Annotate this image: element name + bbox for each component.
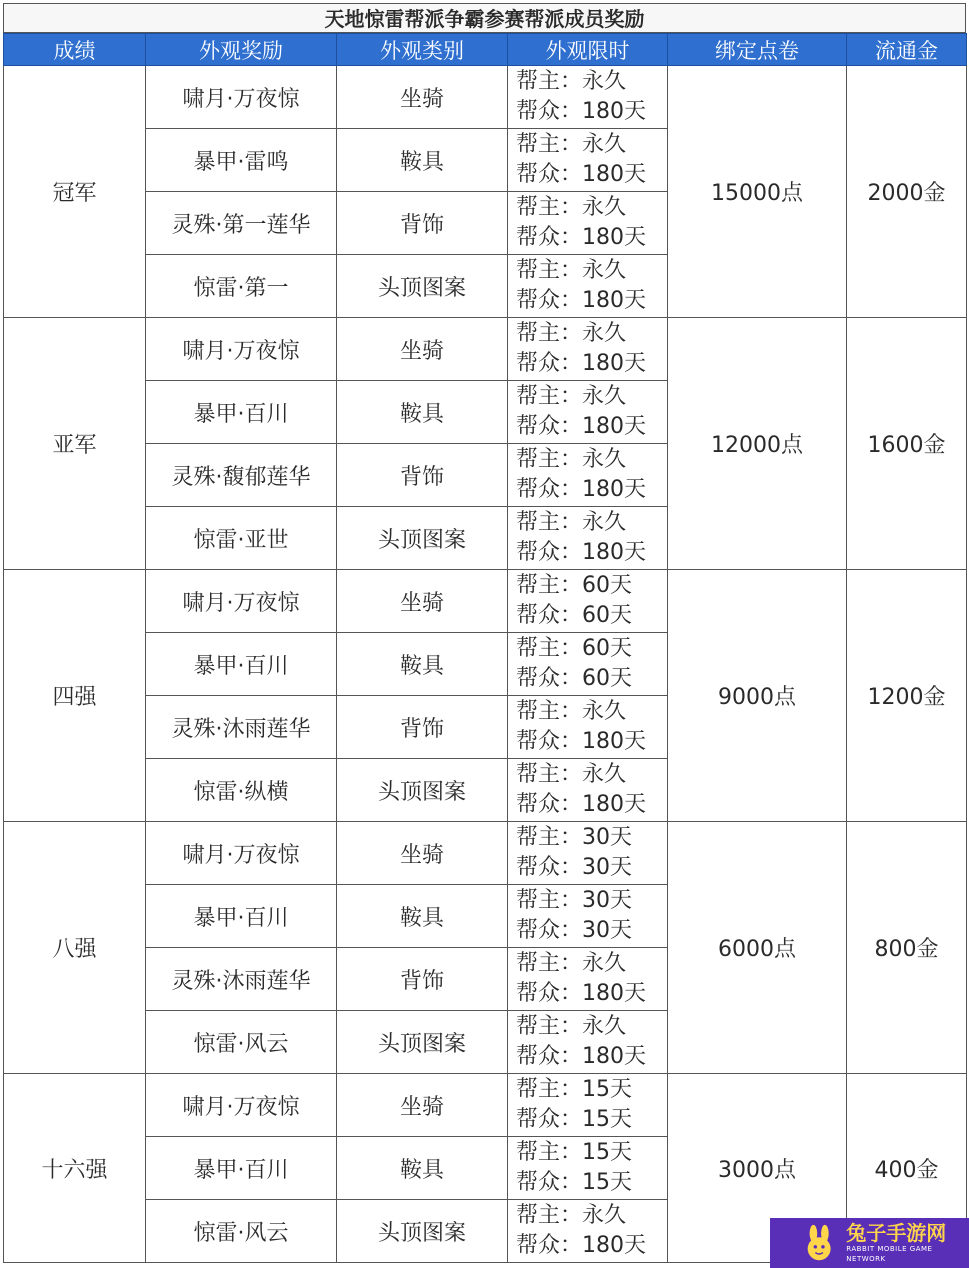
table-body [4, 66, 967, 1263]
appearance-category: 鞍具 [337, 1137, 508, 1200]
member-duration: 帮众：15天 [516, 1107, 632, 1132]
table-row [4, 318, 967, 381]
appearance-name: 灵殊·第一莲华 [146, 192, 337, 255]
appearance-category: 头顶图案 [337, 759, 508, 822]
appearance-name: 啸月·万夜惊 [146, 822, 337, 885]
header-rank: 成绩 [4, 34, 146, 66]
appearance-category: 坐骑 [337, 1074, 508, 1137]
appearance-category: 坐骑 [337, 318, 508, 381]
leader-duration: 帮主：30天 [516, 888, 632, 913]
appearance-name: 灵殊·沐雨莲华 [146, 948, 337, 1011]
header-duration: 外观限时 [508, 34, 668, 66]
gold-cell: 1600金 [847, 318, 967, 570]
member-duration: 帮众：15天 [516, 1170, 632, 1195]
appearance-name: 暴甲·百川 [146, 381, 337, 444]
points-cell: 9000点 [668, 570, 847, 822]
leader-duration: 帮主：永久 [516, 258, 627, 283]
member-duration: 帮众：180天 [516, 351, 646, 376]
appearance-name: 啸月·万夜惊 [146, 318, 337, 381]
appearance-name: 惊雷·风云 [146, 1011, 337, 1074]
header-category: 外观类别 [337, 34, 508, 66]
appearance-name: 惊雷·风云 [146, 1200, 337, 1263]
appearance-name: 暴甲·百川 [146, 885, 337, 948]
appearance-category: 鞍具 [337, 885, 508, 948]
duration-cell [508, 66, 668, 129]
leader-duration: 帮主：15天 [516, 1077, 632, 1102]
member-duration: 帮众：30天 [516, 918, 632, 943]
appearance-name: 暴甲·雷鸣 [146, 129, 337, 192]
rank-cell: 亚军 [4, 318, 146, 570]
rank-cell: 八强 [4, 822, 146, 1074]
leader-duration: 帮主：永久 [516, 447, 627, 472]
duration-cell [508, 570, 668, 633]
member-duration: 帮众：180天 [516, 414, 646, 439]
duration-cell [508, 822, 668, 885]
leader-duration: 帮主：60天 [516, 636, 632, 661]
appearance-name: 暴甲·百川 [146, 633, 337, 696]
watermark-en: RABBIT MOBILE GAME NETWORK [846, 1245, 933, 1263]
appearance-name: 惊雷·第一 [146, 255, 337, 318]
appearance-category: 背饰 [337, 444, 508, 507]
gold-cell: 2000金 [847, 66, 967, 318]
appearance-category: 背饰 [337, 948, 508, 1011]
gold-cell: 1200金 [847, 570, 967, 822]
leader-duration: 帮主：永久 [516, 384, 627, 409]
duration-cell [508, 318, 668, 381]
member-duration: 帮众：180天 [516, 1233, 646, 1258]
leader-duration: 帮主：永久 [516, 510, 627, 535]
leader-duration: 帮主：永久 [516, 1014, 627, 1039]
appearance-name: 啸月·万夜惊 [146, 570, 337, 633]
duration-cell [508, 1137, 668, 1200]
rabbit-logo-icon [800, 1223, 838, 1263]
member-duration: 帮众：60天 [516, 603, 632, 628]
duration-cell [508, 507, 668, 570]
duration-cell [508, 696, 668, 759]
table-row [4, 1074, 967, 1137]
duration-cell [508, 633, 668, 696]
reward-table [3, 33, 967, 1263]
appearance-category: 鞍具 [337, 129, 508, 192]
appearance-category: 头顶图案 [337, 1200, 508, 1263]
appearance-name: 惊雷·纵横 [146, 759, 337, 822]
member-duration: 帮众：60天 [516, 666, 632, 691]
table-row [4, 66, 967, 129]
header-appearance: 外观奖励 [146, 34, 337, 66]
member-duration: 帮众：180天 [516, 981, 646, 1006]
duration-cell [508, 255, 668, 318]
appearance-name: 灵殊·沐雨莲华 [146, 696, 337, 759]
leader-duration: 帮主：永久 [516, 69, 627, 94]
appearance-name: 惊雷·亚世 [146, 507, 337, 570]
member-duration: 帮众：180天 [516, 99, 646, 124]
appearance-category: 背饰 [337, 192, 508, 255]
appearance-category: 鞍具 [337, 633, 508, 696]
appearance-category: 鞍具 [337, 381, 508, 444]
duration-cell [508, 192, 668, 255]
appearance-category: 坐骑 [337, 570, 508, 633]
appearance-name: 啸月·万夜惊 [146, 1074, 337, 1137]
leader-duration: 帮主：永久 [516, 762, 627, 787]
leader-duration: 帮主：30天 [516, 825, 632, 850]
appearance-name: 啸月·万夜惊 [146, 66, 337, 129]
leader-duration: 帮主：永久 [516, 132, 627, 157]
gold-cell: 400金 [847, 1074, 967, 1263]
member-duration: 帮众：180天 [516, 288, 646, 313]
appearance-category: 坐骑 [337, 66, 508, 129]
duration-cell [508, 381, 668, 444]
header-row [4, 34, 967, 66]
duration-cell [508, 759, 668, 822]
appearance-category: 坐骑 [337, 822, 508, 885]
appearance-name: 暴甲·百川 [146, 1137, 337, 1200]
gold-cell: 800金 [847, 822, 967, 1074]
leader-duration: 帮主：永久 [516, 1203, 627, 1228]
member-duration: 帮众：180天 [516, 792, 646, 817]
duration-cell [508, 1200, 668, 1263]
appearance-category: 头顶图案 [337, 1011, 508, 1074]
watermark [770, 1218, 969, 1268]
watermark-cn: 兔子手游网 [846, 1221, 947, 1245]
member-duration: 帮众：180天 [516, 540, 646, 565]
header-gold: 流通金 [847, 34, 967, 66]
points-cell: 3000点 [668, 1074, 847, 1263]
member-duration: 帮众：30天 [516, 855, 632, 880]
appearance-category: 头顶图案 [337, 507, 508, 570]
duration-cell [508, 444, 668, 507]
table-row [4, 822, 967, 885]
duration-cell [508, 1074, 668, 1137]
appearance-name: 灵殊·馥郁莲华 [146, 444, 337, 507]
leader-duration: 帮主：永久 [516, 951, 627, 976]
member-duration: 帮众：180天 [516, 1044, 646, 1069]
duration-cell [508, 129, 668, 192]
member-duration: 帮众：180天 [516, 729, 646, 754]
leader-duration: 帮主：永久 [516, 699, 627, 724]
duration-cell [508, 948, 668, 1011]
rank-cell: 十六强 [4, 1074, 146, 1263]
table-row [4, 570, 967, 633]
reward-document [3, 3, 966, 1263]
rank-cell: 冠军 [4, 66, 146, 318]
points-cell: 12000点 [668, 318, 847, 570]
member-duration: 帮众：180天 [516, 477, 646, 502]
duration-cell [508, 885, 668, 948]
member-duration: 帮众：180天 [516, 225, 646, 250]
rank-cell: 四强 [4, 570, 146, 822]
duration-cell [508, 1011, 668, 1074]
leader-duration: 帮主：15天 [516, 1140, 632, 1165]
points-cell: 15000点 [668, 66, 847, 318]
member-duration: 帮众：180天 [516, 162, 646, 187]
leader-duration: 帮主：永久 [516, 195, 627, 220]
leader-duration: 帮主：60天 [516, 573, 632, 598]
leader-duration: 帮主：永久 [516, 321, 627, 346]
appearance-category: 背饰 [337, 696, 508, 759]
document-title: 天地惊雷帮派争霸参赛帮派成员奖励 [3, 3, 966, 33]
points-cell: 6000点 [668, 822, 847, 1074]
header-points: 绑定点卷 [668, 34, 847, 66]
appearance-category: 头顶图案 [337, 255, 508, 318]
